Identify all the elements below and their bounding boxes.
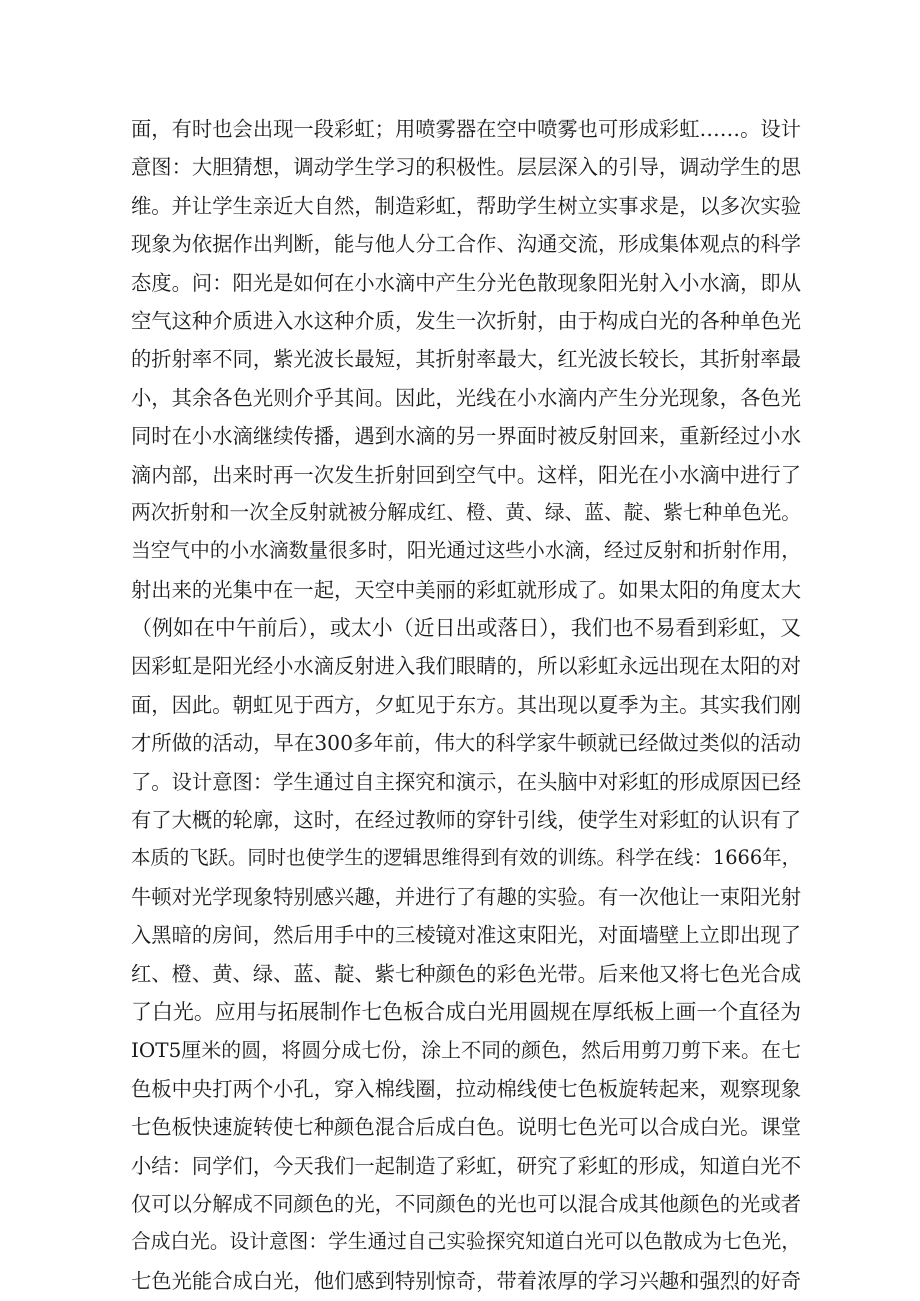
text-line: 因彩虹是阳光经小水滴反射进入我们眼睛的，所以彩虹永远出现在太阳的对: [131, 654, 801, 679]
text-line: 小，其余各色光则介乎其间。因此，光线在小水滴内产生分光现象，各色光: [131, 385, 801, 410]
text-line: 同时在小水滴继续传播，遇到水滴的另一界面时被反射回来，重新经过小水: [131, 424, 801, 449]
text-line: 当空气中的小水滴数量很多时，阳光通过这些小水滴，经过反射和折射作用，: [131, 539, 801, 563]
body-text: [131, 110, 801, 1300]
text-line: 面，因此。朝虹见于西方，夕虹见于东方。其出现以夏季为主。其实我们刚: [131, 692, 801, 717]
text-line: 现象为依据作出判断，能与他人分工合作、沟通交流，形成集体观点的科学: [131, 232, 801, 257]
text-line: 滴内部，出来时再一次发生折射回到空气中。这样，阳光在小水滴中进行了: [131, 462, 801, 487]
text-line: 了白光。应用与拓展制作七色板合成白光用圆规在厚纸板上画一个直径为: [131, 999, 801, 1024]
text-line: 两次折射和一次全反射就被分解成红、橙、黄、绿、蓝、靛、紫七种单色光。: [131, 500, 801, 524]
text-line: 本质的飞跃。同时也使学生的逻辑思维得到有效的训练。科学在线：1666年，: [131, 846, 801, 870]
text-line: 入黑暗的房间，然后用手中的三棱镜对准这束阳光，对面墙壁上立即出现了: [131, 923, 801, 948]
text-line: 面，有时也会出现一段彩虹；用喷雾器在空中喷雾也可形成彩虹……。设计: [131, 117, 801, 141]
text-line: 小结：同学们，今天我们一起制造了彩虹，研究了彩虹的形成，知道白光不: [131, 1153, 801, 1178]
text-line: 仅可以分解成不同颜色的光，不同颜色的光也可以混合成其他颜色的光或者: [131, 1191, 801, 1216]
text-line: 了。设计意图：学生通过自主探究和演示，在头脑中对彩虹的形成原因已经: [131, 769, 801, 794]
text-line: 色板中央打两个小孔，穿入棉线圈，拉动棉线使七色板旋转起来，观察现象: [131, 1076, 801, 1101]
text-line: 合成白光。设计意图：学生通过自己实验探究知道白光可以色散成为七色光，: [131, 1230, 801, 1254]
text-line: 维。并让学生亲近大自然，制造彩虹，帮助学生树立实事求是，以多次实验: [131, 193, 801, 218]
text-line: 才所做的活动，早在300多年前，伟大的科学家牛顿就已经做过类似的活动: [131, 731, 801, 756]
text-line: IOT5厘米的圆，将圆分成七份，涂上不同的颜色，然后用剪刀剪下来。在七: [131, 1038, 801, 1063]
text-line: 有了大概的轮廓，这时，在经过教师的穿针引线，使学生对彩虹的认识有了: [131, 808, 801, 833]
text-line: （例如在中午前后），或太小（近日出或落日），我们也不易看到彩虹，又: [131, 616, 801, 641]
text-line: 射出来的光集中在一起，天空中美丽的彩虹就形成了。如果太阳的角度太大: [131, 577, 801, 602]
text-line: 空气这种介质进入水这种介质，发生一次折射，由于构成白光的各种单色光: [131, 308, 801, 333]
text-line: 态度。问：阳光是如何在小水滴中产生分光色散现象阳光射入小水滴，即从: [131, 270, 801, 295]
text-line: 的折射率不同，紫光波长最短，其折射率最大，红光波长较长，其折射率最: [131, 347, 801, 372]
text-line: 牛顿对光学现象特别感兴趣，并进行了有趣的实验。有一次他让一束阳光射: [131, 884, 801, 909]
text-line: 意图：大胆猜想，调动学生学习的积极性。层层深入的引导，调动学生的思: [131, 155, 801, 180]
text-line: 红、橙、黄、绿、蓝、靛、紫七种颜色的彩色光带。后来他又将七色光合成: [131, 961, 801, 986]
text-line: 七色光能合成白光，他们感到特别惊奇，带着浓厚的学习兴趣和强烈的好奇: [131, 1268, 801, 1293]
text-line: 七色板快速旋转使七种颜色混合后成白色。说明七色光可以合成白光。课堂: [131, 1115, 801, 1140]
